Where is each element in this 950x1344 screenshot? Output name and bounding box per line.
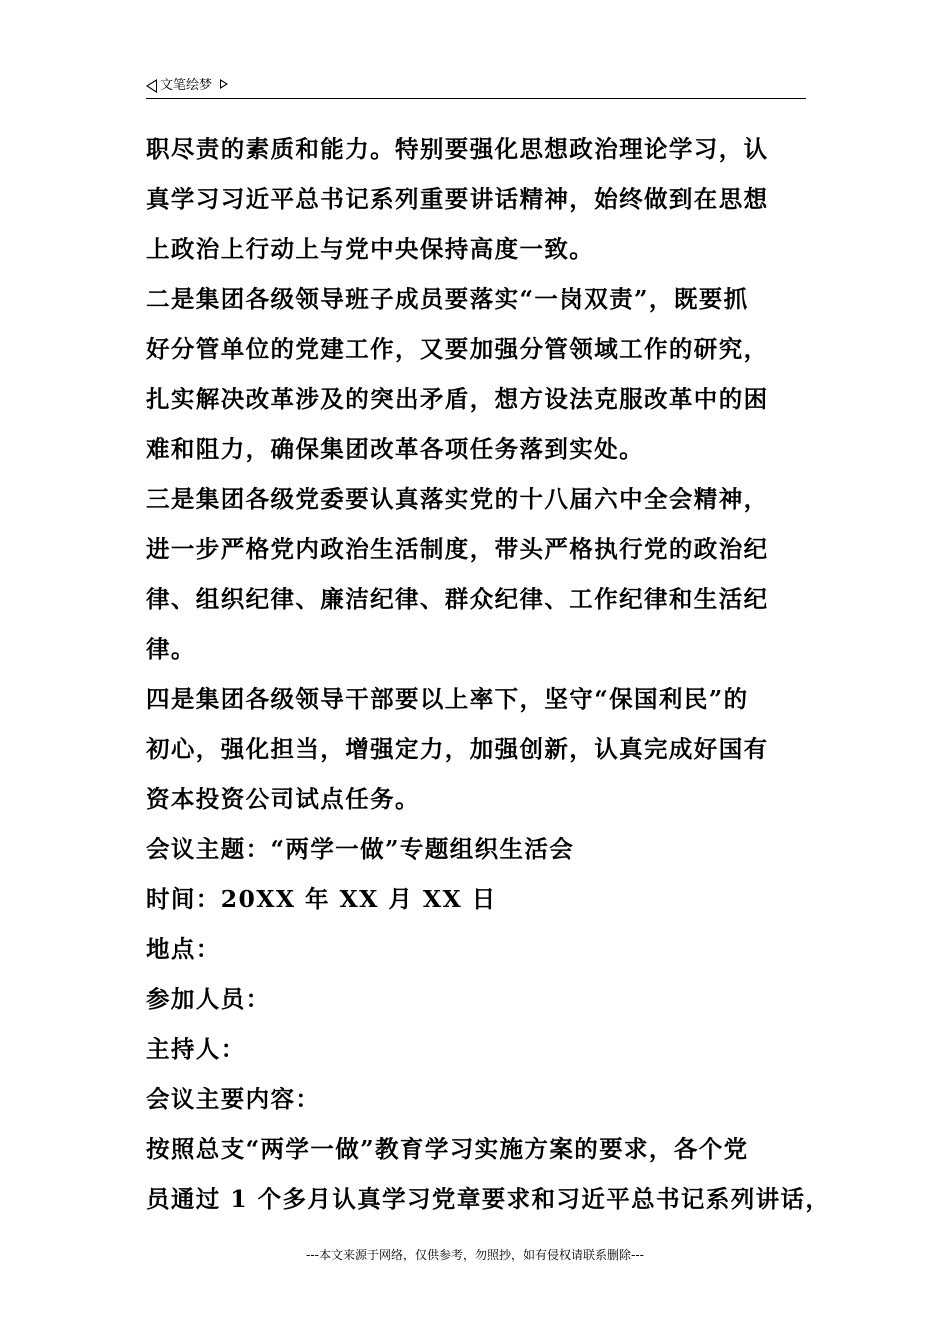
body-line: 真学习习近平总书记系列重要讲话精神，始终做到在思想 <box>146 185 769 213</box>
triangle-right-icon <box>220 79 228 89</box>
body-line: 好分管单位的党建工作，又要加强分管领域工作的研究， <box>146 335 769 363</box>
body-line: 按照总支“两学一做”教育学习实施方案的要求，各个党 <box>146 1135 749 1163</box>
body-line: 难和阻力，确保集团改革各项任务落到实处。 <box>146 435 644 463</box>
meeting-attendees: 参加人员： <box>146 985 271 1013</box>
body-line: 律、组织纪律、廉洁纪律、群众纪律、工作纪律和生活纪 <box>146 585 769 613</box>
body-line: 四是集团各级领导干部要以上率下，坚守“保国利民”的 <box>146 685 749 713</box>
body-line: 上政治上行动上与党中央保持高度一致。 <box>146 235 595 263</box>
header-divider <box>146 98 806 99</box>
body-line: 员通过 1 个多月认真学习党章要求和习近平总书记系列讲话， <box>146 1185 831 1213</box>
meeting-topic: 会议主题：“两学一做”专题组织生活会 <box>146 835 575 863</box>
header-title: 文笔绘梦 <box>160 78 213 93</box>
body-line: 进一步严格党内政治生活制度，带头严格执行党的政治纪 <box>146 535 769 563</box>
body-line: 资本投资公司试点任务。 <box>146 785 420 813</box>
body-line: 初心，强化担当，增强定力，加强创新，认真完成好国有 <box>146 735 769 763</box>
document-body <box>146 124 831 1224</box>
meeting-content-heading: 会议主要内容： <box>146 1085 321 1113</box>
footer-notice: ---本文来源于网络，仅供参考，勿照抄，如有侵权请联系删除--- <box>306 1248 644 1262</box>
body-line: 职尽责的素质和能力。特别要强化思想政治理论学习，认 <box>146 135 769 163</box>
meeting-location: 地点： <box>146 935 221 963</box>
page-header <box>146 74 806 98</box>
triangle-left-icon <box>146 79 157 93</box>
body-line: 二是集团各级领导班子成员要落实“一岗双责”，既要抓 <box>146 285 749 313</box>
meeting-time: 时间：20XX 年 XX 月 XX 日 <box>146 885 497 913</box>
body-line: 三是集团各级党委要认真落实党的十八届六中全会精神， <box>146 485 769 513</box>
body-line: 律。 <box>146 635 196 663</box>
meeting-host: 主持人： <box>146 1035 246 1063</box>
body-line: 扎实解决改革涉及的突出矛盾，想方设法克服改革中的困 <box>146 385 769 413</box>
